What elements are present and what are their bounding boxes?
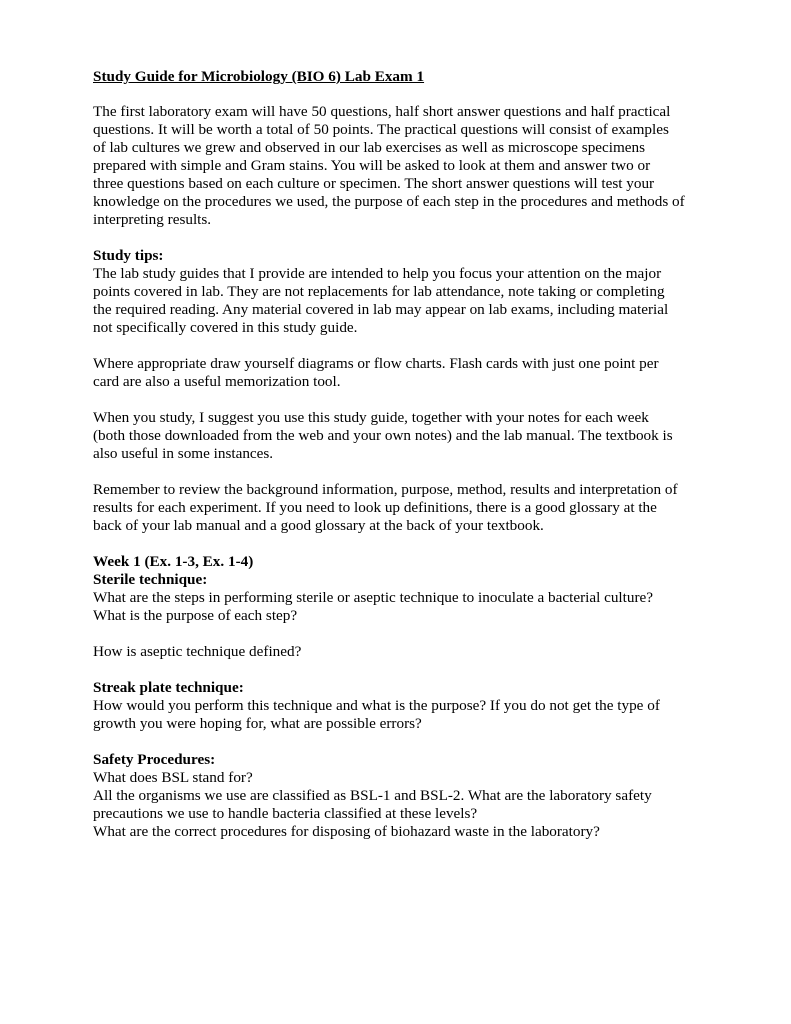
intro-line: of lab cultures we grew and observed in our lab exercises as well as microscope specimens	[93, 139, 646, 156]
spacer	[93, 535, 733, 553]
aseptic-question: How is aseptic technique defined?	[93, 643, 302, 660]
question-line: What is the purpose of each step?	[93, 607, 298, 624]
paragraph-line: not specifically covered in this study guide.	[93, 319, 358, 336]
paragraph-line: results for each experiment. If you need to look up definitions, there is a good glossary at the	[93, 499, 657, 516]
question-line: What are the correct procedures for disposing of biohazard waste in the laboratory?	[93, 823, 600, 840]
spacer	[93, 229, 733, 247]
intro-paragraph	[93, 103, 733, 229]
intro-line: questions. It will be worth a total of 50 points. The practical questions will consist of examples	[93, 121, 669, 138]
study-tips-heading: Study tips:	[93, 247, 164, 264]
paragraph-line: also useful in some instances.	[93, 445, 274, 462]
spacer	[93, 463, 733, 481]
question-line: All the organisms we use are classified as BSL-1 and BSL-2. What are the laboratory safety	[93, 787, 652, 804]
question-line: precautions we use to handle bacteria classified at these levels?	[93, 805, 478, 822]
study-tips-paragraph-3	[93, 409, 733, 463]
streak-plate-heading: Streak plate technique:	[93, 679, 244, 696]
document-title: Study Guide for Microbiology (BIO 6) Lab Exam 1	[93, 68, 425, 85]
paragraph-line: When you study, I suggest you use this study guide, together with your notes for each week	[93, 409, 649, 426]
intro-line: knowledge on the procedures we used, the purpose of each step in the procedures and methods of	[93, 193, 685, 210]
sterile-technique-questions	[93, 589, 733, 625]
sterile-technique-heading: Sterile technique:	[93, 571, 208, 588]
spacer	[93, 391, 733, 409]
study-tips-paragraph-1	[93, 265, 733, 337]
paragraph-line: points covered in lab. They are not replacements for lab attendance, note taking or completing	[93, 283, 665, 300]
streak-plate-questions	[93, 697, 733, 733]
question-line: What are the steps in performing sterile or aseptic technique to inoculate a bacterial culture?	[93, 589, 654, 606]
study-tips-paragraph-2	[93, 355, 733, 391]
week1-heading: Week 1 (Ex. 1-3, Ex. 1-4)	[93, 553, 254, 570]
safety-procedures-questions	[93, 769, 733, 841]
paragraph-line: Remember to review the background information, purpose, method, results and interpretation of	[93, 481, 678, 498]
paragraph-line: card are also a useful memorization tool.	[93, 373, 341, 390]
spacer	[93, 661, 733, 679]
intro-line: three questions based on each culture or specimen. The short answer questions will test your	[93, 175, 655, 192]
spacer	[93, 625, 733, 643]
paragraph-line: The lab study guides that I provide are intended to help you focus your attention on the major	[93, 265, 662, 282]
paragraph-line: Where appropriate draw yourself diagrams or flow charts. Flash cards with just one point per	[93, 355, 659, 372]
safety-procedures-heading: Safety Procedures:	[93, 751, 216, 768]
study-tips-paragraph-4	[93, 481, 733, 535]
spacer	[93, 733, 733, 751]
intro-line: The first laboratory exam will have 50 questions, half short answer questions and half practical	[93, 103, 671, 120]
intro-line: interpreting results.	[93, 211, 212, 228]
intro-line: prepared with simple and Gram stains. You will be asked to look at them and answer two or	[93, 157, 651, 174]
question-line: How would you perform this technique and what is the purpose? If you do not get the type of	[93, 697, 660, 714]
spacer	[93, 86, 733, 103]
document-page	[93, 68, 733, 841]
paragraph-line: the required reading. Any material covered in lab may appear on lab exams, including material	[93, 301, 669, 318]
paragraph-line: back of your lab manual and a good glossary at the back of your textbook.	[93, 517, 544, 534]
paragraph-line: (both those downloaded from the web and your own notes) and the lab manual. The textbook is	[93, 427, 673, 444]
question-line: growth you were hoping for, what are possible errors?	[93, 715, 422, 732]
question-line: What does BSL stand for?	[93, 769, 253, 786]
spacer	[93, 337, 733, 355]
